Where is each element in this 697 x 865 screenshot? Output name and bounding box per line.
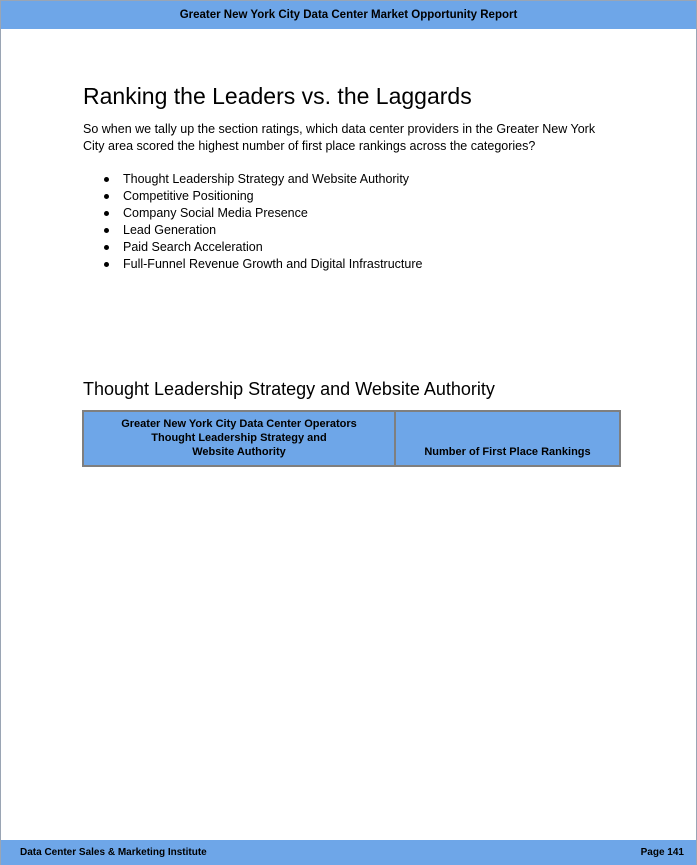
operators-column-header <box>83 411 395 466</box>
list-item <box>83 239 422 256</box>
list-item-label: Lead Generation <box>123 223 217 237</box>
table-header-row <box>83 411 620 466</box>
rankings-column-header: Number of First Place Rankings <box>395 411 620 466</box>
page-footer <box>1 840 696 865</box>
category-list <box>83 171 422 273</box>
bullet-icon <box>104 194 109 199</box>
intro-paragraph: So when we tally up the section ratings, which data center providers in the Greater New York City area scored the highest number of first place rankings across the categories? <box>83 122 596 153</box>
page-header <box>1 1 696 29</box>
list-item-label: Full-Funnel Revenue Growth and Digital Infrastructure <box>123 257 423 271</box>
page-heading: Ranking the Leaders vs. the Laggards <box>83 83 472 109</box>
bullet-icon <box>104 262 109 267</box>
list-item-label: Competitive Positioning <box>123 189 254 203</box>
list-item <box>83 205 422 222</box>
bullet-icon <box>104 228 109 233</box>
bullet-icon <box>104 177 109 182</box>
list-item <box>83 188 422 205</box>
ranking-table <box>82 410 621 467</box>
page-number: Page 141 <box>640 847 684 858</box>
report-title: Greater New York City Data Center Market Opportunity Report <box>179 9 518 21</box>
list-item-label: Company Social Media Presence <box>123 206 308 220</box>
bullet-icon <box>104 211 109 216</box>
list-item <box>83 171 422 188</box>
bullet-icon <box>104 245 109 250</box>
publisher-name: Data Center Sales & Marketing Institute <box>20 847 207 858</box>
list-item-label: Thought Leadership Strategy and Website Authority <box>123 172 410 186</box>
header-line: Thought Leadership Strategy and <box>151 431 327 444</box>
list-item-label: Paid Search Acceleration <box>123 240 263 254</box>
header-line: Website Authority <box>192 445 286 458</box>
list-item <box>83 222 422 239</box>
list-item <box>83 256 422 273</box>
header-line: Greater New York City Data Center Operators <box>121 417 357 430</box>
section-heading: Thought Leadership Strategy and Website Authority <box>83 379 495 399</box>
